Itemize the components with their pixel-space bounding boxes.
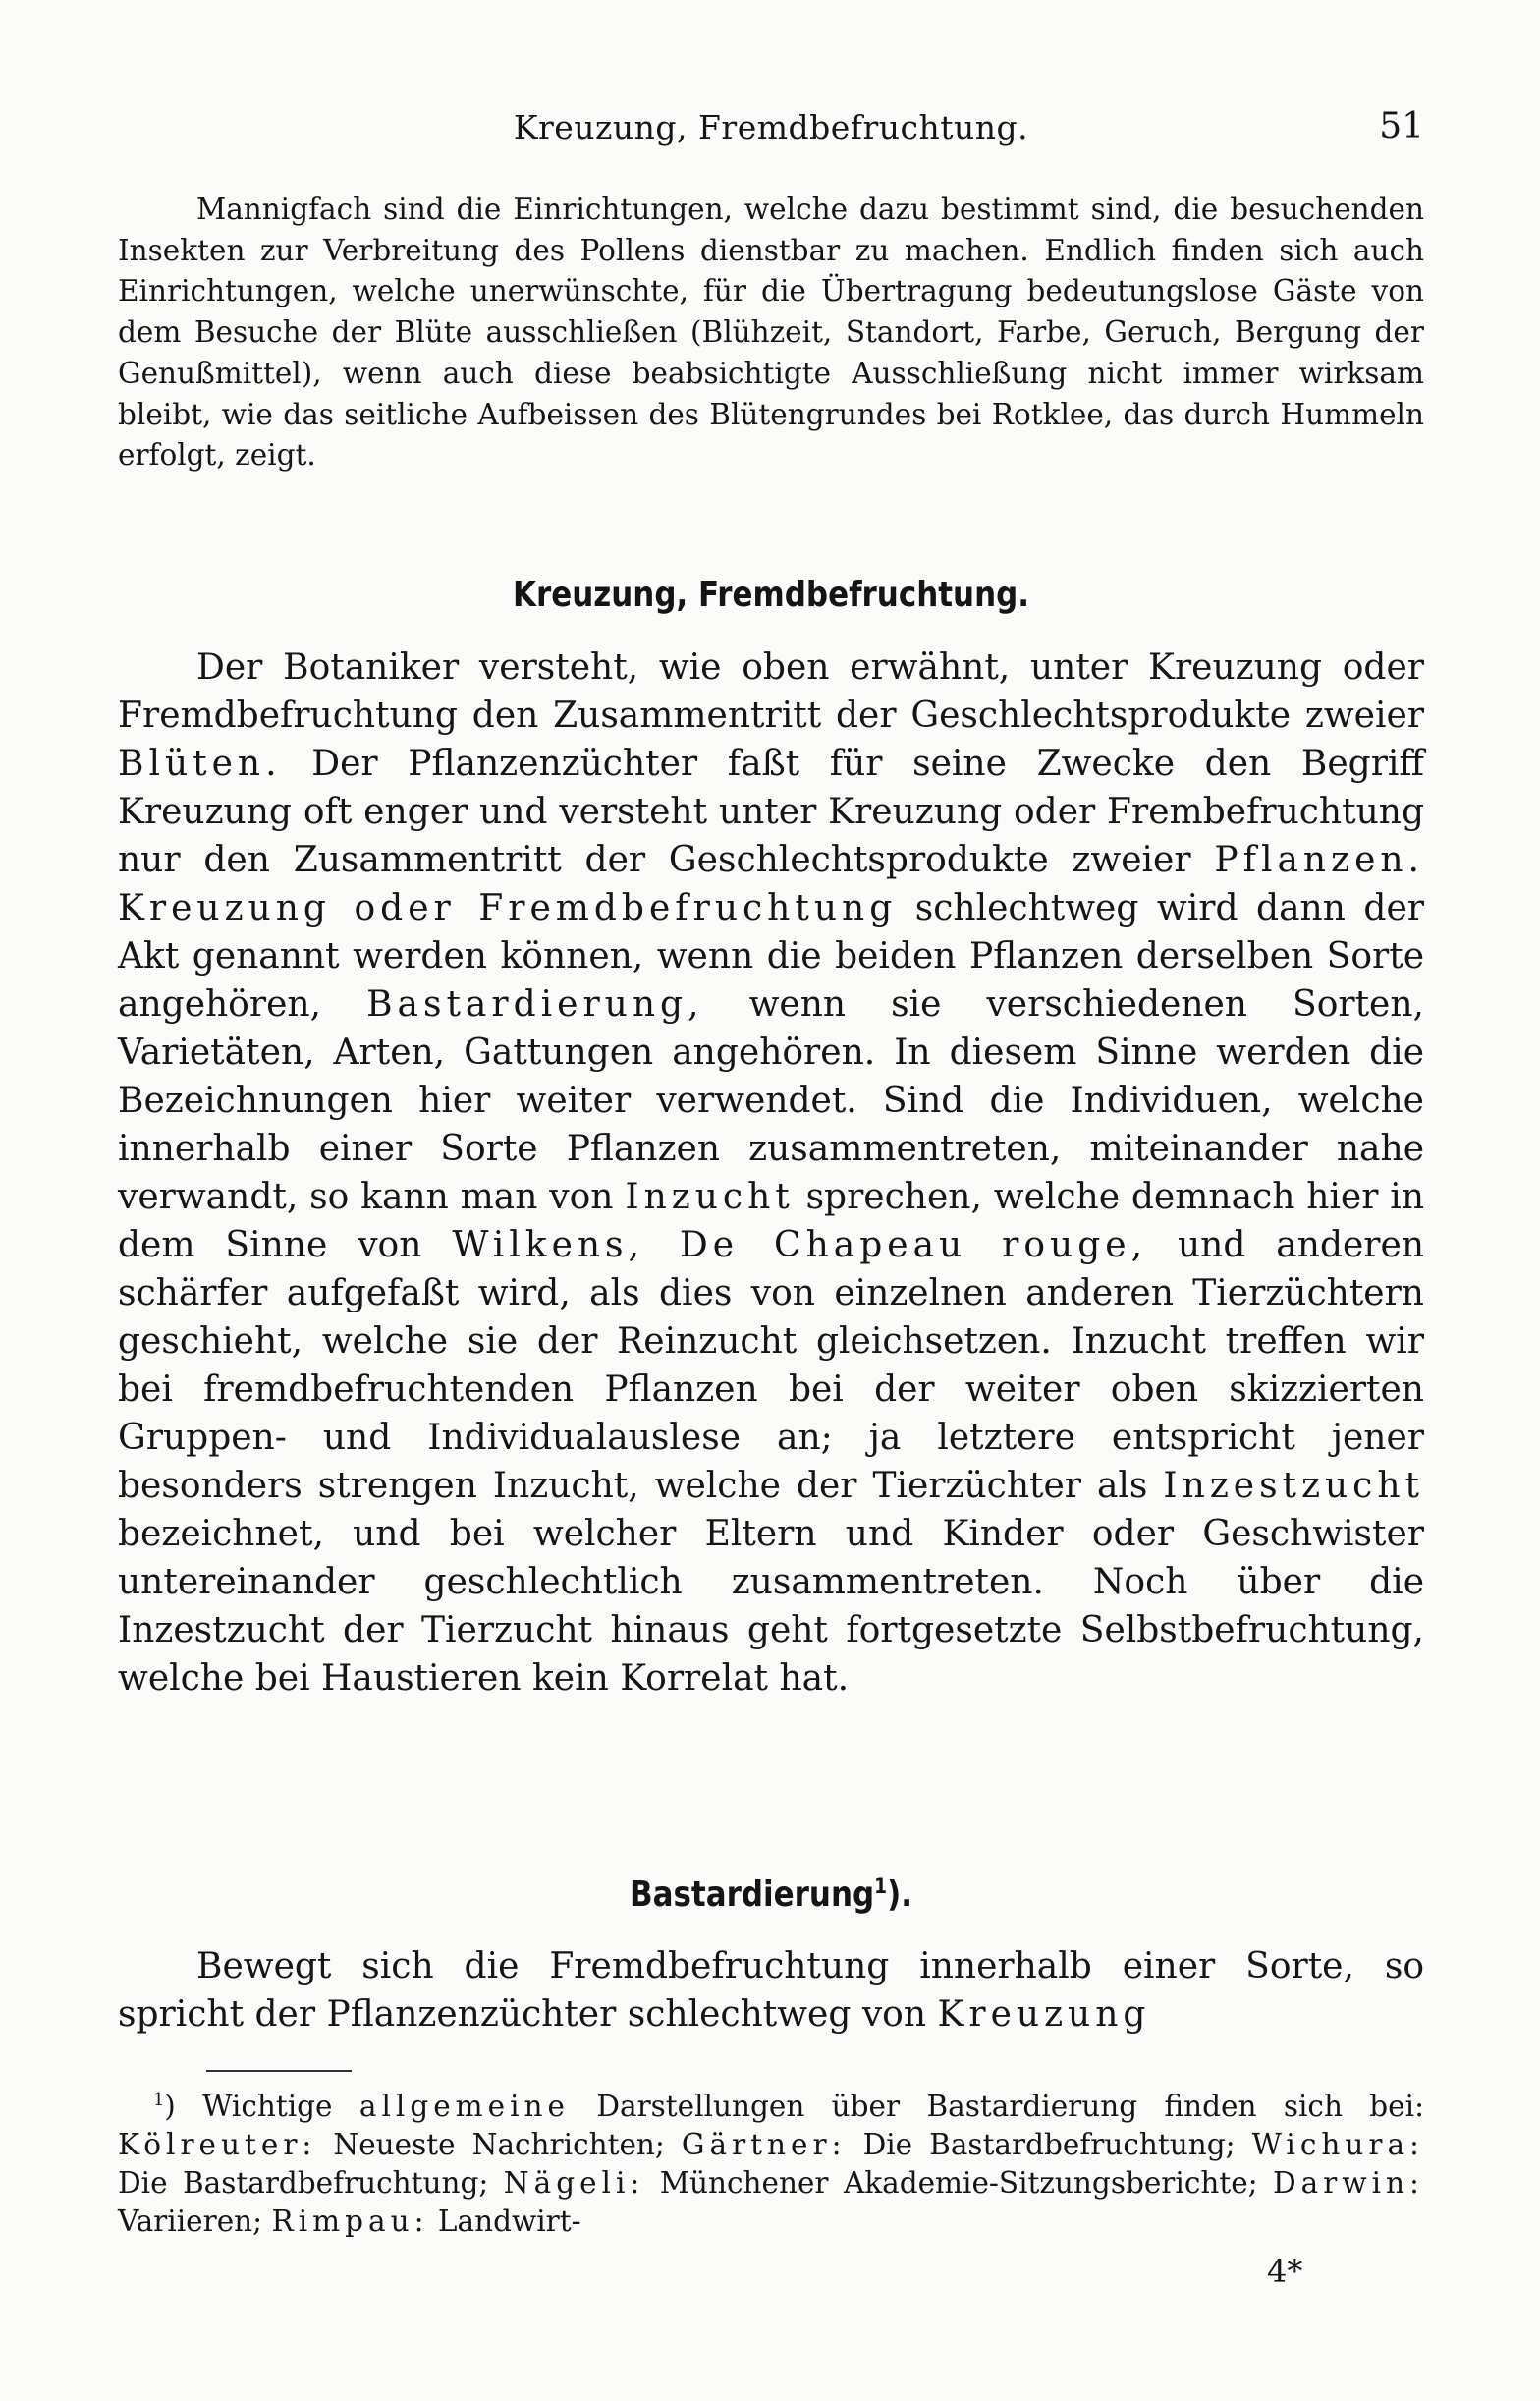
page-header	[118, 98, 1424, 157]
text-run: Neueste Nachrichten;	[316, 2128, 682, 2161]
text-run: Der Botaniker versteht, wie oben erwähnt, unter Kreuzung oder Fremdbefruchtung den Zusammentritt der Geschlechtsprodukte zweier	[118, 647, 1424, 736]
text-run: sprechen, welche demnach hier in dem Sinne von	[118, 1177, 1424, 1265]
text-run: Darstellungen über Bastardierung finden sich bei:	[569, 2090, 1425, 2123]
text-run: ) Wichtige	[164, 2090, 359, 2123]
text-run: Die Bastardbefruchtung;	[846, 2128, 1252, 2161]
spaced-term: Gärtner:	[681, 2128, 847, 2161]
text-run: Variieren;	[118, 2205, 272, 2238]
text-run: wenn sie verschiedenen Sorten, Varietäten, Arten, Gattungen angehören. In diesem Sinne werden die Bezeichnungen hier weiter verwendet. Sind die Individuen, welche innerhalb einer Sorte Pflanzen zusammentreten, miteinander nahe verwandt, so kann man von	[118, 984, 1424, 1217]
text-run: Landwirt-	[428, 2205, 581, 2238]
footnote-marker: 1	[153, 2091, 165, 2111]
spaced-term: Kreuzung	[937, 1994, 1151, 2035]
heading-suffix: ).	[887, 1874, 913, 1915]
spaced-term: Darwin:	[1273, 2166, 1424, 2200]
text-run: Die Bastardbefruchtung;	[118, 2166, 504, 2200]
spaced-term: Nägeli:	[503, 2166, 645, 2200]
text-run: Bewegt sich die Fremdbefruchtung innerhalb einer Sorte, so spricht der Pflanzenzüchter schlechtweg von	[118, 1946, 1424, 2035]
footnote-divider	[206, 2070, 352, 2072]
spaced-term: Kreuzung oder Fremdbefruchtung	[118, 888, 898, 928]
section-heading-bastardierung	[209, 1874, 1333, 1915]
text-run: bezeichnet, und bei welcher Eltern und Kinder oder Geschwister untereinander geschlechtlich zusammentreten. Noch über die Inzestzucht der Tierzucht hinaus geht fortgesetzte Selbstbefruchtung, welche bei Haustieren kein Korrelat hat.	[118, 1514, 1424, 1699]
signature-mark: 4*	[1267, 2253, 1303, 2290]
spaced-term: Inzestzucht	[1163, 1466, 1424, 1506]
footnote	[118, 2088, 1424, 2241]
bastardierung-paragraph	[118, 1942, 1424, 2038]
page-number: 51	[1379, 106, 1424, 146]
kreuzung-paragraph	[118, 643, 1424, 1703]
spaced-term: Inzucht	[625, 1177, 795, 1217]
spaced-term: Wichura:	[1251, 2128, 1424, 2161]
spaced-term: Rimpau:	[271, 2205, 429, 2238]
spaced-term: allgemeine	[358, 2090, 570, 2123]
intro-paragraph: Mannigfach sind die Einrichtungen, welche dazu bestimmt sind, die besuchenden Insekten zur Verbreitung des Pollens dienstbar zu machen. Endlich finden sich auch Einrichtungen, welche unerwünschte, für die Übertragung bedeutungslose Gäste von dem Besuche der Blüte ausschließen (Blühzeit, Standort, Farbe, Geruch, Bergung der Genußmittel), wenn auch diese beabsichtigte Ausschließung nicht immer wirksam bleibt, wie das seitliche Aufbeissen des Blütengrundes bei Rotklee, das durch Hummeln erfolgt, zeigt.	[118, 193, 1424, 473]
text-run: Der Pflanzenzüchter faßt für seine Zwecke den Begriff Kreuzung oft enger und versteht unter Kreuzung oder Frembefruchtung nur den Zusammentritt der Geschlechtsprodukte zweier	[118, 744, 1424, 880]
spaced-term: Pflanzen.	[1214, 840, 1424, 880]
spaced-term: Bastardierung,	[366, 984, 704, 1025]
running-title: Kreuzung, Fremdbefruchtung.	[513, 108, 1029, 146]
heading-text: Bastardierung	[629, 1874, 875, 1915]
text-run: schlechtweg wird dann der Akt genannt werden können, wenn die beiden Pflanzen derselben Sorte angehören,	[118, 888, 1424, 1025]
spaced-term: Wilkens, De Chapeau rouge,	[452, 1225, 1148, 1265]
text-run: und anderen schärfer aufgefaßt wird, als dies von einzelnen anderen Tierzüchtern geschieht, welche sie der Reinzucht gleichsetzen. Inzucht treffen wir bei fremdbefruchtenden Pflanzen bei der weiter oben skizzierten Gruppen- und Individualauslese an; ja letztere entspricht jener besonders strengen Inzucht, welche der Tierzüchter als	[118, 1225, 1425, 1506]
spaced-term: Blüten.	[118, 744, 282, 784]
text-run: Münchener Akademie-Sitzungsberichte;	[644, 2166, 1274, 2200]
spaced-term: Kölreuter:	[118, 2128, 317, 2161]
footnote-ref: 1	[874, 1874, 888, 1899]
section-heading-kreuzung: Kreuzung, Fremdbefruchtung.	[512, 575, 1030, 615]
